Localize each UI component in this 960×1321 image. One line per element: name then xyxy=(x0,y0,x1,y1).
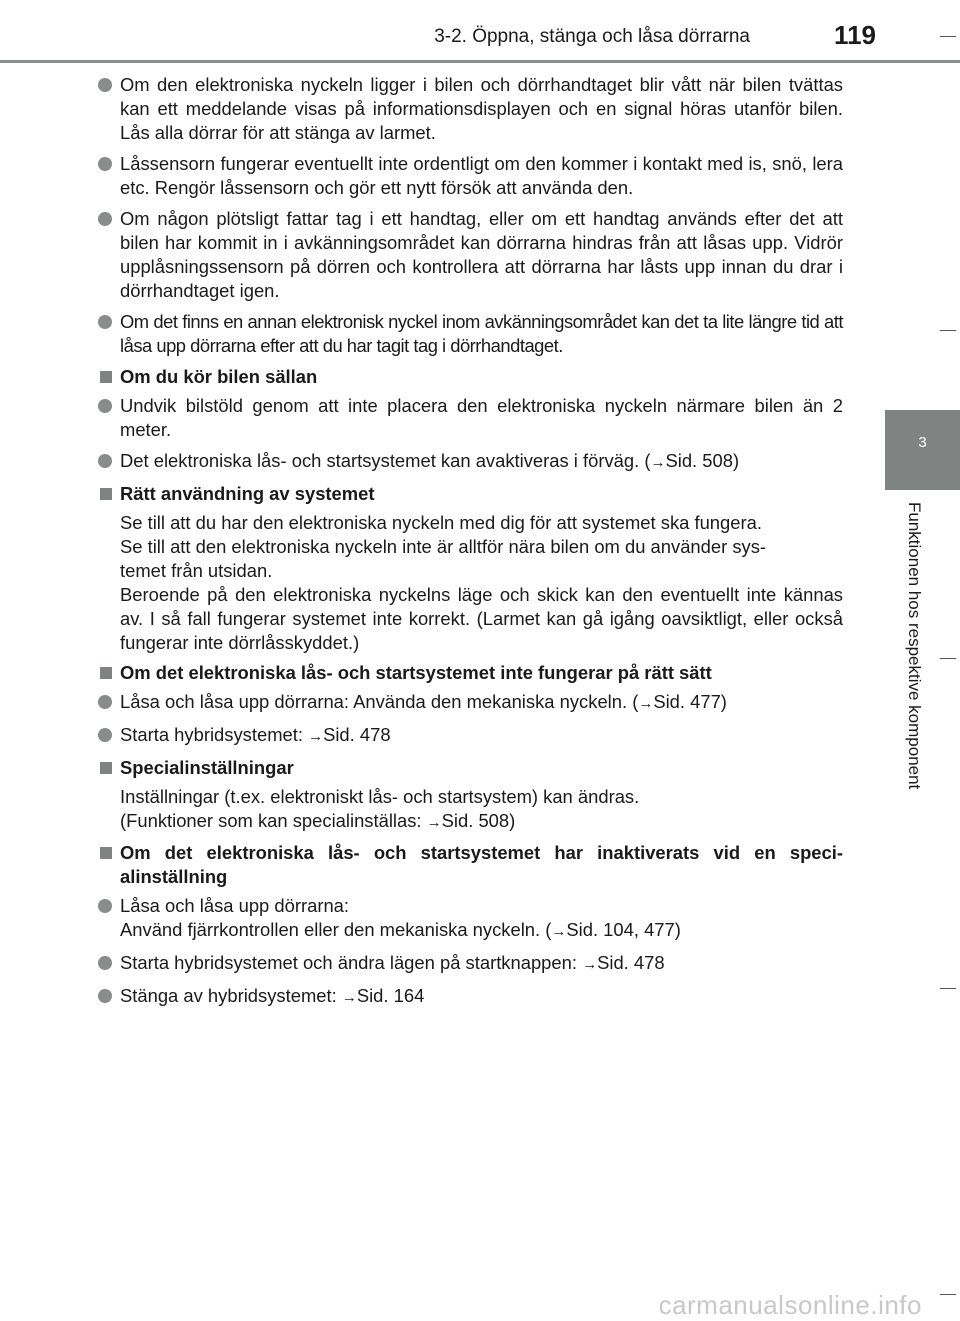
bullet-item xyxy=(98,449,843,475)
bullet-text-line xyxy=(120,918,843,944)
bullet-dot-icon xyxy=(98,315,112,329)
heading-square-icon xyxy=(100,667,112,679)
page-number: 119 xyxy=(834,20,876,50)
heading-square-icon xyxy=(100,847,112,859)
paragraph-line: Inställningar (t.ex. elektroniskt lås- och startsystem) kan ändras. xyxy=(120,786,640,807)
page-reference: Sid. 508) xyxy=(441,810,516,831)
section-heading xyxy=(98,841,843,889)
bullet-text: Om någon plötsligt fattar tag i ett handtag, eller om ett handtag används efter det att bilen har kommit in i avkänningsområdet kan dörrarna hindras från att låsas upp. Vidrör upplåsningssensorn på dörren och kontrollera att dörrarna har låsts upp innan du drar i dörrhandtaget igen. xyxy=(120,208,843,301)
arrow-icon: → xyxy=(650,454,666,471)
paragraph-line: Se till att den elektroniska nyckeln inte är alltför nära bilen om du använder sys- xyxy=(120,536,767,557)
bullet-text: Låsa och låsa upp dörrarna: xyxy=(120,895,350,916)
bullet-dot-icon xyxy=(98,695,112,709)
header-divider xyxy=(0,60,960,63)
bullet-item xyxy=(98,73,843,145)
page-content xyxy=(98,73,843,1017)
bullet-item xyxy=(98,207,843,303)
bullet-text: Undvik bilstöld genom att inte placera den elektroniska nyckeln närmare bilen än 2 meter. xyxy=(120,395,843,440)
bullet-text: Starta hybridsystemet och ändra lägen på startknappen: xyxy=(120,952,583,973)
bullet-text: Starta hybridsystemet: xyxy=(120,724,309,745)
page-reference: Sid. 104, 477) xyxy=(566,919,681,940)
heading-text: Om det elektroniska lås- och startsystemet inte fungerar på rätt sätt xyxy=(120,662,712,683)
paragraph-text: (Funktioner som kan specialinställas: xyxy=(120,810,427,831)
section-heading xyxy=(98,661,843,685)
arrow-icon: → xyxy=(638,695,654,712)
chapter-title: Funktionen hos respektive komponent xyxy=(905,502,924,790)
bullet-item xyxy=(98,394,843,442)
heading-text: Om du kör bilen sällan xyxy=(120,366,318,387)
bullet-item xyxy=(98,690,843,716)
heading-square-icon xyxy=(100,762,112,774)
arrow-icon: → xyxy=(582,956,598,973)
bullet-dot-icon xyxy=(98,399,112,413)
bullet-text: Det elektroniska lås- och startsystemet kan avaktiveras i förväg. ( xyxy=(120,450,651,471)
arrow-icon: → xyxy=(341,989,357,1006)
arrow-icon: → xyxy=(551,923,567,940)
page-reference: Sid. 478 xyxy=(597,952,665,973)
crop-mark xyxy=(940,988,956,989)
paragraph-line: Se till att du har den elektroniska nyckeln med dig för att systemet ska fungera. xyxy=(120,512,762,533)
bullet-dot-icon xyxy=(98,212,112,226)
heading-text: Om det elektroniska lås- och startsystemet har inaktiverats vid en speci-alinställning xyxy=(120,842,843,887)
bullet-item xyxy=(98,723,843,749)
page-reference: Sid. 478 xyxy=(323,724,391,745)
bullet-text: Stänga av hybridsystemet: xyxy=(120,985,342,1006)
heading-text: Rätt användning av systemet xyxy=(120,483,375,504)
paragraph-line: Beroende på den elektroniska nyckelns läge och skick kan den eventuellt inte kännas av. I så fall fungerar systemet inte korrekt. (Larmet kan gå igång oavsiktligt, eller också fungerar inte dörrlåsskyddet.) xyxy=(120,584,843,653)
bullet-dot-icon xyxy=(98,728,112,742)
bullet-item xyxy=(98,984,843,1010)
bullet-dot-icon xyxy=(98,899,112,913)
bullet-dot-icon xyxy=(98,956,112,970)
paragraph-line: temet från utsidan. xyxy=(120,560,273,581)
bullet-item xyxy=(98,894,843,944)
arrow-icon: → xyxy=(426,814,442,831)
section-heading xyxy=(98,365,843,389)
bullet-text: Om det finns en annan elektronisk nyckel inom avkänningsområdet kan det ta lite längre tid att låsa upp dörrarna efter att du har tagit tag i dörrhandtaget. xyxy=(120,311,843,356)
paragraph-line xyxy=(120,809,843,835)
crop-mark xyxy=(940,36,956,37)
bullet-text: Låssensorn fungerar eventuellt inte ordentligt om den kommer i kontakt med is, snö, lera etc. Rengör låssensorn och gör ett nytt försök att använda den. xyxy=(120,153,843,198)
heading-square-icon xyxy=(100,488,112,500)
bullet-text: Låsa och låsa upp dörrarna: Använda den mekaniska nyckeln. ( xyxy=(120,691,639,712)
bullet-item xyxy=(98,310,843,358)
section-heading xyxy=(98,756,843,780)
page-reference: Sid. 508) xyxy=(665,450,740,471)
chapter-number: 3 xyxy=(918,434,927,451)
heading-text: Specialinställningar xyxy=(120,757,294,778)
crop-mark xyxy=(940,330,956,331)
crop-mark xyxy=(940,1294,956,1295)
bullet-dot-icon xyxy=(98,78,112,92)
section-heading xyxy=(98,482,843,506)
bullet-text: Använd fjärrkontrollen eller den mekaniska nyckeln. ( xyxy=(120,919,552,940)
watermark-logo: carmanualsonline.info xyxy=(658,1290,922,1320)
paragraph xyxy=(98,511,843,655)
heading-square-icon xyxy=(100,371,112,383)
bullet-item xyxy=(98,951,843,977)
page-reference: Sid. 164 xyxy=(356,985,425,1006)
bullet-dot-icon xyxy=(98,989,112,1003)
bullet-item xyxy=(98,152,843,200)
paragraph xyxy=(98,785,843,835)
crop-mark xyxy=(940,658,956,659)
arrow-icon: → xyxy=(308,728,324,745)
bullet-dot-icon xyxy=(98,157,112,171)
page-reference: Sid. 477) xyxy=(653,691,727,712)
bullet-text: Om den elektroniska nyckeln ligger i bilen och dörrhandtaget blir vått när bilen tvättas kan ett meddelande visas på informationsdisplayen och en signal höras utanför bilen. Lås alla dörrar för att stänga av larmet. xyxy=(120,74,843,143)
bullet-dot-icon xyxy=(98,454,112,468)
header-section-title: 3-2. Öppna, stänga och låsa dörrarna xyxy=(434,26,750,47)
